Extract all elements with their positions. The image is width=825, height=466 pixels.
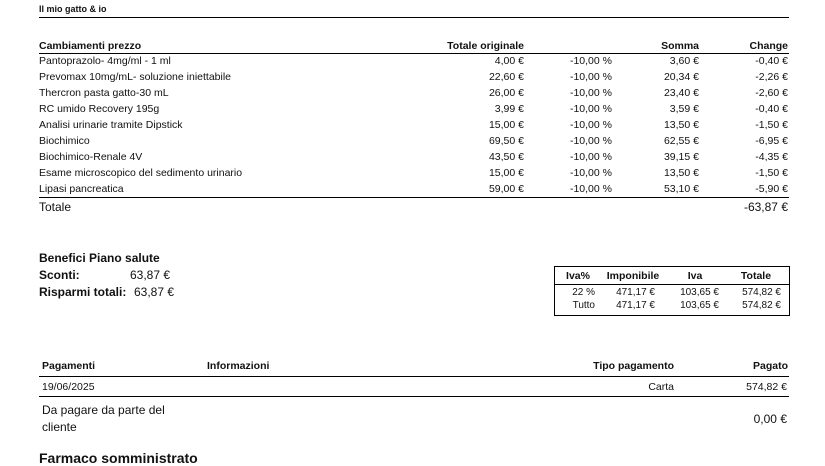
original-price: 15,00 € <box>488 167 524 179</box>
vat-header-total: Totale <box>740 270 772 282</box>
discount-percent: -10,00 % <box>569 183 612 195</box>
price-change: -1,50 € <box>755 119 788 131</box>
item-name: Pantoprazolo- 4mg/ml - 1 ml <box>39 55 171 67</box>
discounted-price: 13,50 € <box>663 167 699 179</box>
discount-percent: -10,00 % <box>569 103 612 115</box>
vat-rate: 22 % <box>572 287 595 298</box>
vat-total: 574,82 € <box>742 300 781 311</box>
payment-date: 19/06/2025 <box>42 381 95 393</box>
vat-total: 574,82 € <box>742 287 781 298</box>
discounted-price: 3,59 € <box>669 103 699 115</box>
price-table-total-divider <box>39 197 789 198</box>
price-change: -0,40 € <box>755 55 788 67</box>
discount-percent: -10,00 % <box>569 167 612 179</box>
vat-amount: 103,65 € <box>680 287 719 298</box>
price-change: -1,50 € <box>755 167 788 179</box>
col-header-original: Totale originale <box>447 40 524 52</box>
savings-value: 63,87 € <box>134 285 175 299</box>
original-price: 4,00 € <box>494 55 524 67</box>
price-change: -6,95 € <box>755 135 788 147</box>
price-table-header-divider <box>39 53 789 54</box>
item-name: Thercron pasta gatto-30 mL <box>39 87 169 99</box>
col-header-change: Change <box>749 40 788 52</box>
item-name: Biochimico-Renale 4V <box>39 151 143 163</box>
item-name: Prevomax 10mg/mL- soluzione iniettabile <box>39 71 232 83</box>
vat-header-vat: Iva <box>687 270 703 282</box>
vat-taxable: 471,17 € <box>616 300 655 311</box>
original-price: 59,00 € <box>488 183 524 195</box>
original-price: 26,00 € <box>488 87 524 99</box>
discount-percent: -10,00 % <box>569 87 612 99</box>
original-price: 22,60 € <box>488 71 524 83</box>
discount-percent: -10,00 % <box>569 151 612 163</box>
benefits-title: Benefici Piano salute <box>39 251 160 265</box>
total-label: Totale <box>39 200 72 214</box>
price-change: -2,60 € <box>755 87 788 99</box>
discount-percent: -10,00 % <box>569 135 612 147</box>
item-name: Analisi urinarie tramite Dipstick <box>39 119 183 131</box>
col-header-payment-type: Tipo pagamento <box>593 360 674 372</box>
savings-label: Risparmi totali: <box>39 285 127 299</box>
amount-due-value: 0,00 € <box>753 412 787 426</box>
vat-amount: 103,65 € <box>680 300 719 311</box>
original-price: 43,50 € <box>488 151 524 163</box>
price-change: -4,35 € <box>755 151 788 163</box>
total-value: -63,87 € <box>743 200 788 214</box>
payment-amount: 574,82 € <box>746 381 787 393</box>
discounts-value: 63,87 € <box>130 268 171 282</box>
price-change: -5,90 € <box>755 183 788 195</box>
discount-percent: -10,00 % <box>569 71 612 83</box>
vat-table <box>554 266 790 316</box>
item-name: Lipasi pancreatica <box>39 183 124 195</box>
original-price: 69,50 € <box>488 135 524 147</box>
vat-taxable: 471,17 € <box>616 287 655 298</box>
discounted-price: 20,34 € <box>663 71 699 83</box>
discounted-price: 53,10 € <box>663 183 699 195</box>
discount-percent: -10,00 % <box>569 55 612 67</box>
discounted-price: 23,40 € <box>663 87 699 99</box>
vat-header-taxable: Imponibile <box>606 270 660 282</box>
original-price: 3,99 € <box>494 103 524 115</box>
amount-due-label: Da pagare da parte del cliente <box>42 403 165 434</box>
col-header-sum: Somma <box>661 40 699 52</box>
header-divider <box>39 17 789 18</box>
price-change: -0,40 € <box>755 103 788 115</box>
document-title: Il mio gatto & io <box>39 4 107 14</box>
col-header-payments: Pagamenti <box>42 360 96 372</box>
administered-section-title: Farmaco somministrato <box>39 450 198 466</box>
discounted-price: 13,50 € <box>663 119 699 131</box>
vat-rate: Tutto <box>572 300 595 311</box>
price-change: -2,26 € <box>755 71 788 83</box>
discount-percent: -10,00 % <box>569 119 612 131</box>
discounts-label: Sconti: <box>39 268 80 282</box>
item-name: Biochimico <box>39 135 90 147</box>
col-header-info: Informazioni <box>207 360 270 372</box>
payments-header-divider <box>39 376 789 377</box>
discounted-price: 62,55 € <box>663 135 699 147</box>
vat-header-rate: Iva% <box>566 270 590 282</box>
item-name: Esame microscopico del sedimento urinario <box>39 167 243 179</box>
original-price: 15,00 € <box>488 119 524 131</box>
payments-row-divider <box>39 396 789 397</box>
discounted-price: 39,15 € <box>663 151 699 163</box>
payment-type: Carta <box>648 381 674 393</box>
discounted-price: 3,60 € <box>669 55 699 67</box>
col-header-item: Cambiamenti prezzo <box>39 40 142 52</box>
col-header-paid: Pagato <box>752 360 788 372</box>
item-name: RC umido Recovery 195g <box>39 103 160 115</box>
vat-header-divider <box>555 284 789 285</box>
